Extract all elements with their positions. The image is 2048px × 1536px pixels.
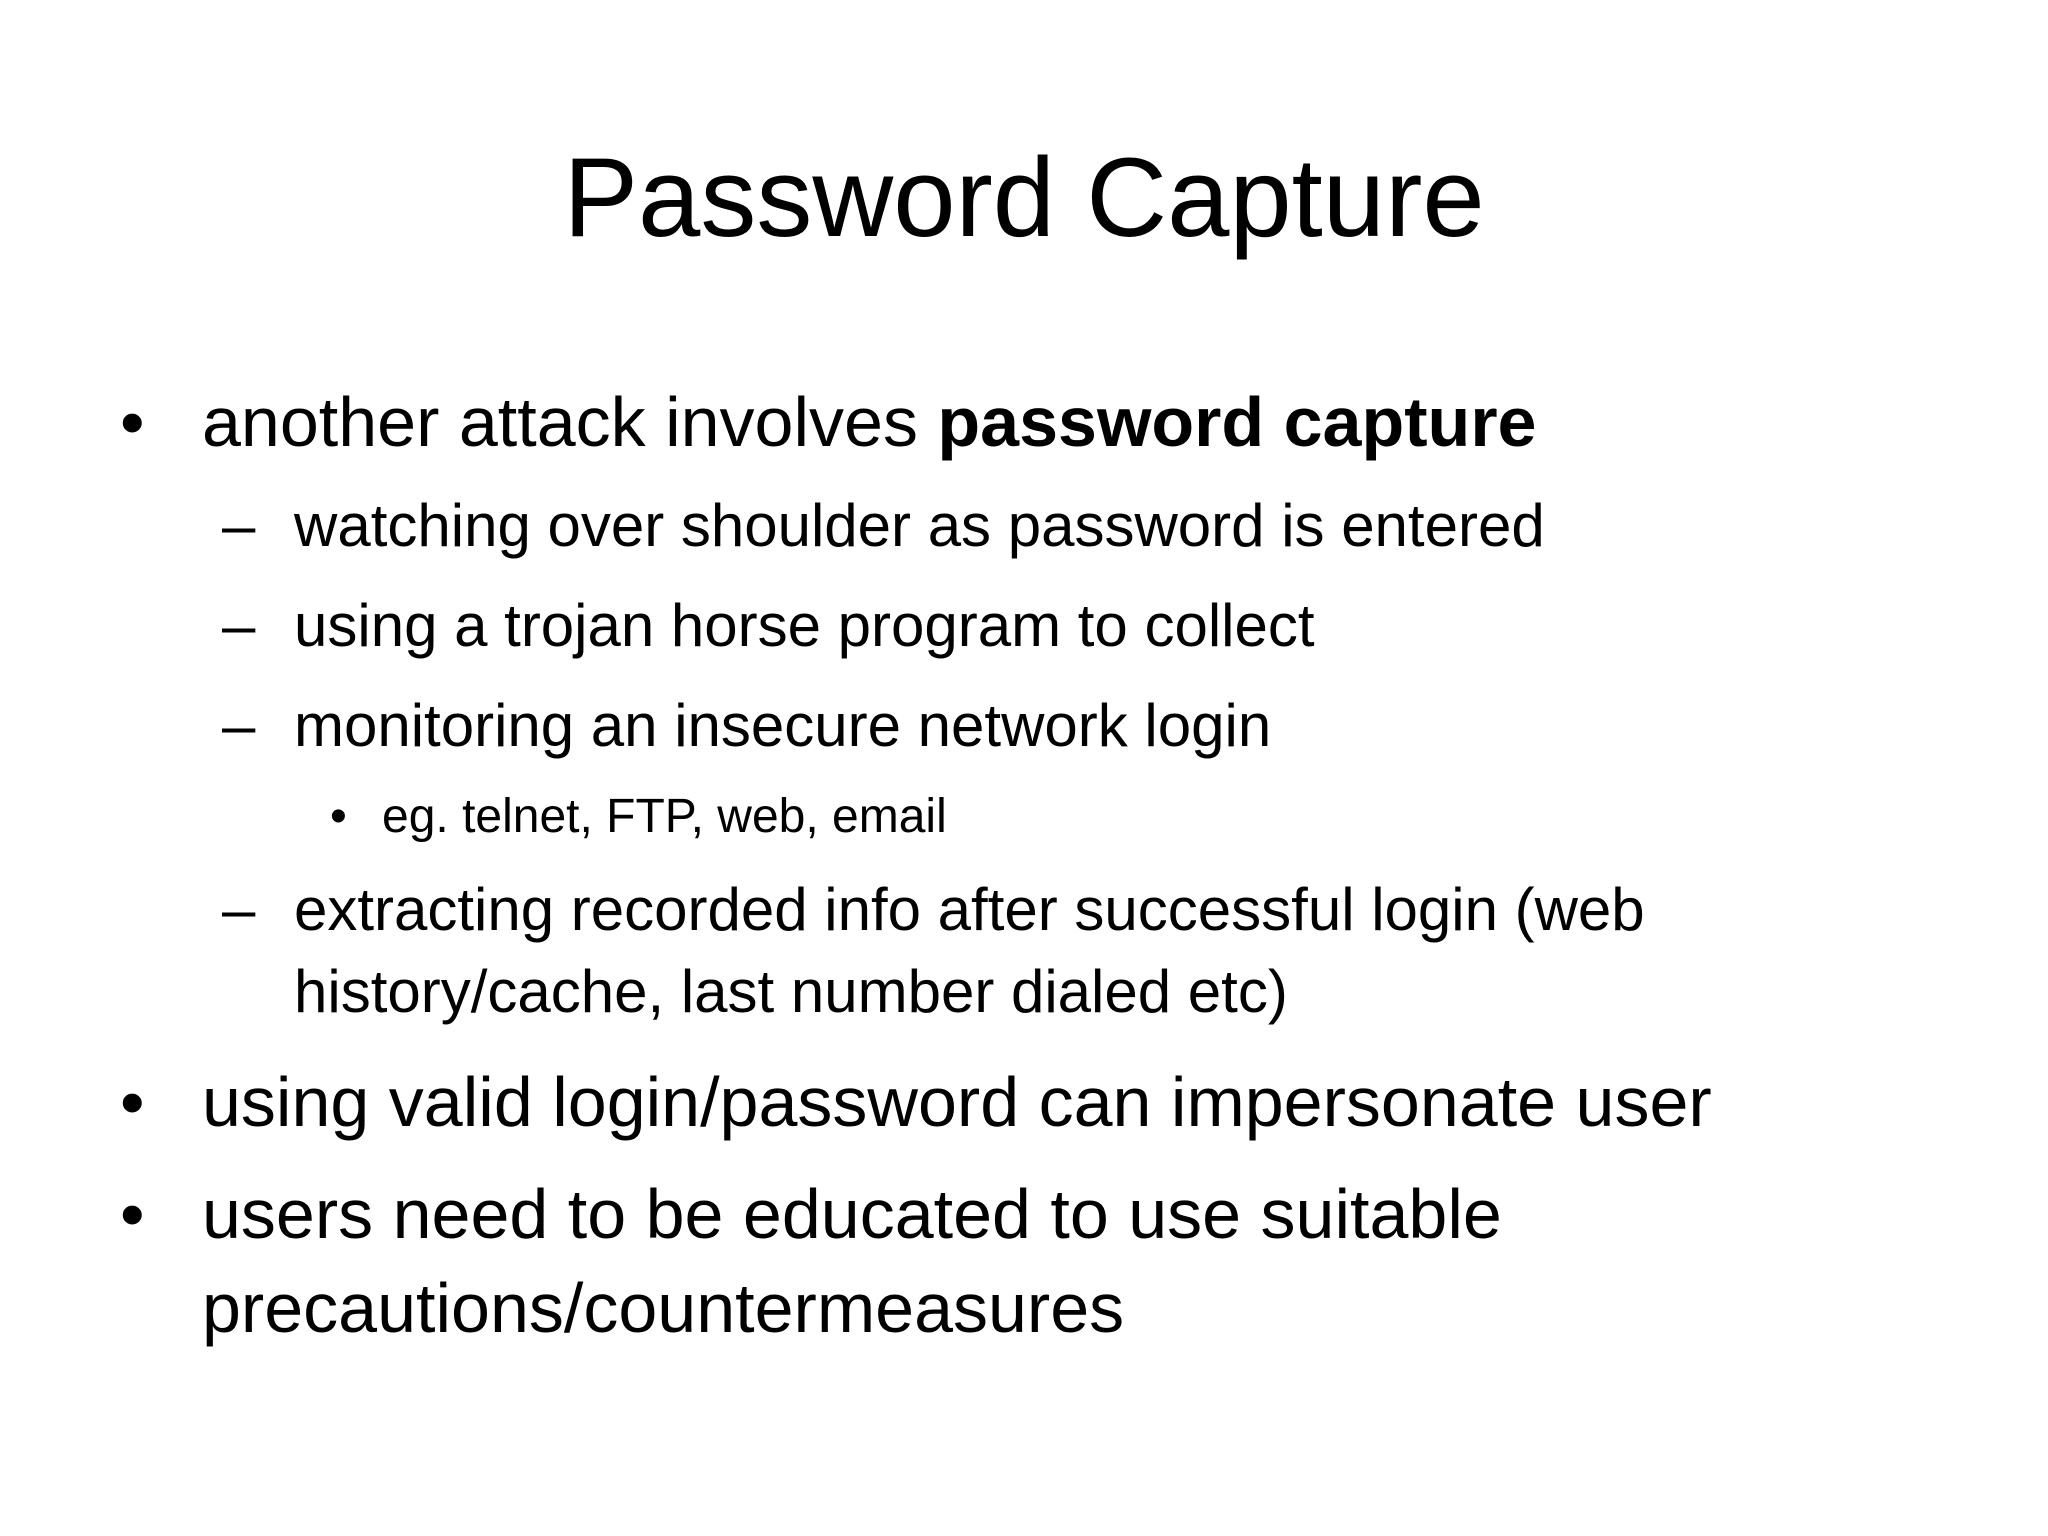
sub-bullet-text: history/cache, last number dialed etc)	[294, 958, 1288, 1025]
bullet-text: using valid login/password can impersonate user	[202, 1063, 1712, 1141]
bullet-marker: •	[120, 383, 145, 461]
bullet-text: precautions/countermeasures	[202, 1269, 1125, 1347]
bullet-text	[202, 380, 1537, 464]
dash-marker: –	[222, 492, 256, 559]
bullet-emphasis-text: password capture	[937, 383, 1537, 461]
bullet-text: users need to be educated to use suitable	[202, 1175, 1502, 1253]
dash-marker: –	[222, 692, 256, 759]
bullet-lead-text: another attack involves	[202, 383, 938, 461]
bullet-marker: •	[120, 1063, 145, 1141]
bullet-marker: •	[120, 1175, 145, 1253]
bullet-marker: •	[330, 790, 347, 843]
sub-bullet-text: monitoring an insecure network login	[294, 692, 1272, 759]
sub-bullet-text: extracting recorded info after successful login (web	[294, 876, 1645, 943]
sub-bullet-text: using a trojan horse program to collect	[294, 592, 1315, 659]
dash-marker: –	[222, 592, 256, 659]
slide-title: Password Capture	[563, 135, 1485, 260]
dash-marker: –	[222, 876, 256, 943]
sub-sub-bullet-text: eg. telnet, FTP, web, email	[382, 790, 947, 843]
sub-bullet-text: watching over shoulder as password is entered	[294, 492, 1545, 559]
